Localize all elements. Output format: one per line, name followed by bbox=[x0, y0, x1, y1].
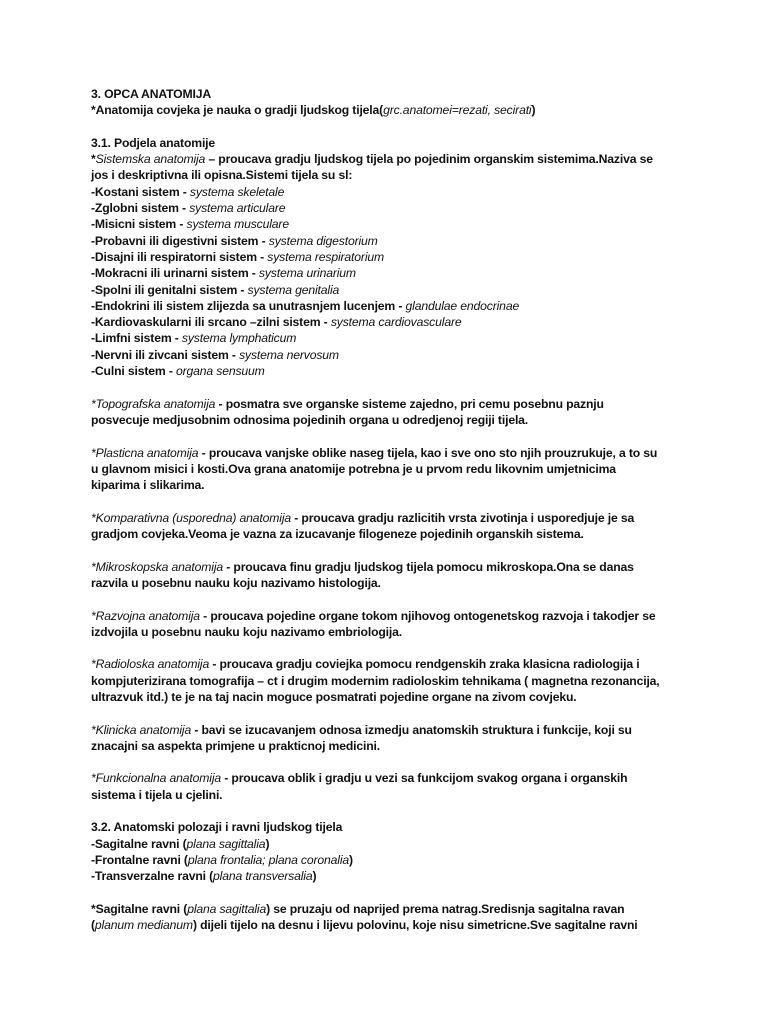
plane-latin: plana transversalia bbox=[213, 869, 313, 884]
radioloska-line3: ultrazvuk itd.) te je na taj nacin moguce posmatrati pojedine organe na zivom covjeku. bbox=[91, 689, 577, 704]
systems-list bbox=[91, 184, 728, 380]
system-latin: systema respiratorium bbox=[267, 249, 385, 264]
plane-end: ) bbox=[349, 852, 353, 867]
sistemska-line2: jos i deskriptivna ili opisna.Sistemi tijela su sl: bbox=[91, 168, 353, 183]
plasticna-term: *Plasticna anatomija bbox=[91, 445, 199, 460]
topografska-line2: posvecuje medjusobnim odnosima pojedinih organa u odredjenoj regiji tijela. bbox=[91, 412, 529, 427]
sistemska-star: * bbox=[91, 152, 96, 167]
komparativna-line2: gradjom covjeka.Veoma je vazna za izucavanje filogeneze pojedinih organskih sistema. bbox=[91, 527, 584, 542]
section-heading-3-2: 3.2. Anatomski polozaji i ravni ljudskog tijela bbox=[91, 820, 343, 835]
intro-latin: grc.anatomei=rezati, secirati bbox=[383, 103, 532, 118]
plasticna-line3: kiparima i slikarima. bbox=[91, 478, 205, 493]
system-name: -Nervni ili zivcani sistem bbox=[91, 347, 229, 362]
topografska-paragraph bbox=[91, 396, 728, 429]
intro-text: *Anatomija covjeka je nauka o gradji ljudskog tijela( bbox=[91, 103, 384, 118]
komparativna-line1: - proucava gradju razlicitih vrsta zivotinja i usporedjuje je sa bbox=[291, 510, 635, 525]
sagitalne-c-latin: planum medianum bbox=[94, 918, 193, 933]
system-name: -Disajni ili respiratorni sistem bbox=[91, 249, 257, 264]
topografska-term: *Topografska anatomija bbox=[91, 396, 216, 411]
mikroskopska-line1: - proucava finu gradju ljudskog tijela pomocu mikroskopa.Ona se danas bbox=[223, 559, 634, 574]
system-sep: - bbox=[179, 184, 190, 199]
system-sep: - bbox=[178, 201, 190, 216]
system-latin: systema cardiovasculare bbox=[330, 315, 462, 330]
system-item bbox=[91, 265, 728, 281]
komparativna-paragraph bbox=[91, 510, 728, 543]
sistemska-line1: – proucava gradju ljudskog tijela po pojedinim organskim sistemima.Naziva se bbox=[205, 152, 653, 167]
system-latin: organa sensuum bbox=[175, 364, 265, 379]
intro-end: ) bbox=[531, 103, 536, 118]
razvojna-line1: - proucava pojedine organe tokom njihovog ontogenetskog razvoja i takodjer se bbox=[199, 608, 656, 623]
plane-end: ) bbox=[265, 836, 270, 851]
plasticna-paragraph bbox=[91, 445, 728, 494]
system-item bbox=[91, 233, 728, 249]
system-latin: systema genitalia bbox=[247, 282, 340, 297]
mikroskopska-line2: razvila u posebnu nauku koju nazivamo histologija. bbox=[91, 575, 381, 590]
razvojna-line2: izdvojila u posebnu nauku koju nazivamo embriologija. bbox=[91, 624, 403, 639]
system-name: -Culni sistem bbox=[91, 364, 166, 379]
radioloska-line1: - proucava gradju coviejka pomocu rendgenskih zraka klasicna radiologija i bbox=[209, 657, 640, 672]
system-name: -Probavni ili digestivni sistem bbox=[91, 233, 259, 248]
system-name: -Spolni ili genitalni sistem bbox=[91, 282, 238, 297]
system-latin: systema urinarium bbox=[258, 266, 356, 281]
razvojna-paragraph bbox=[91, 608, 728, 641]
system-item bbox=[91, 216, 728, 232]
system-sep: - bbox=[171, 331, 182, 346]
section-heading-3-1: 3.1. Podjela anatomije bbox=[91, 135, 216, 150]
system-sep: - bbox=[395, 298, 406, 313]
system-item bbox=[91, 330, 728, 346]
planes-list bbox=[91, 836, 728, 885]
system-name: -Zglobni sistem bbox=[91, 201, 179, 216]
intro-paragraph bbox=[91, 102, 728, 118]
system-item bbox=[91, 298, 728, 314]
system-sep: - bbox=[256, 249, 268, 264]
system-latin: glandulae endocrinae bbox=[405, 298, 520, 313]
funkcionalna-line1: - proucava oblik i gradju u vezi sa funkcijom svakog organa i organskih bbox=[221, 771, 628, 786]
plane-end: ) bbox=[312, 869, 317, 884]
plane-name: -Sagitalne ravni ( bbox=[91, 836, 187, 851]
system-latin: systema lymphaticum bbox=[181, 331, 297, 346]
plane-latin: plana frontalia; plana coronalia bbox=[187, 852, 350, 867]
system-sep: - bbox=[228, 347, 240, 362]
sagitalne-b: ) se pruzaju od naprijed prema natrag.Sredisnja sagitalna ravan bbox=[266, 901, 625, 916]
system-name: -Limfni sistem bbox=[91, 331, 172, 346]
plane-latin: plana sagittalia bbox=[186, 836, 266, 851]
system-latin: systema musculare bbox=[186, 217, 289, 232]
plane-item bbox=[91, 868, 728, 884]
system-sep: - bbox=[258, 233, 269, 248]
system-name: -Endokrini ili sistem zlijezda sa unutrasnjem lucenjem bbox=[91, 298, 396, 313]
section-heading-3: 3. OPCA ANATOMIJA bbox=[91, 87, 212, 101]
plasticna-line1: - proucava vanjske oblike naseg tijela, kao i sve ono sto njih prouzrukuje, a to su bbox=[198, 445, 658, 460]
system-item bbox=[91, 200, 728, 216]
klinicka-line1: - bavi se izucavanjem odnosa izmedju anatomskih struktura i funkcije, koji su bbox=[191, 722, 632, 737]
system-item bbox=[91, 363, 728, 379]
system-sep: - bbox=[237, 282, 248, 297]
plane-item bbox=[91, 836, 728, 852]
mikroskopska-term: *Mikroskopska anatomija bbox=[91, 559, 224, 574]
klinicka-line2: znacajni sa aspekta primjene u prakticnoj medicini. bbox=[91, 738, 381, 753]
radioloska-line2: kompjuterizirana tomografija – ct i drugim modernim radioloskim tehnikama ( magnetna rezonancija, bbox=[91, 673, 660, 688]
topografska-line1: - posmatra sve organske sisteme zajedno, pri cemu posebnu paznju bbox=[215, 396, 604, 411]
radioloska-paragraph bbox=[91, 656, 728, 705]
sagitalne-c: ( bbox=[91, 918, 95, 933]
system-item bbox=[91, 184, 728, 200]
system-latin: systema digestorium bbox=[268, 233, 378, 248]
system-latin: systema nervosum bbox=[239, 347, 339, 362]
plane-name: -Frontalne ravni ( bbox=[91, 852, 188, 867]
klinicka-term: *Klinicka anatomija bbox=[91, 722, 192, 737]
plane-item bbox=[91, 852, 728, 868]
plane-name: -Transverzalne ravni ( bbox=[91, 869, 214, 884]
mikroskopska-paragraph bbox=[91, 559, 728, 592]
system-name: -Misicni sistem bbox=[91, 217, 177, 232]
system-name: -Kardiovaskularni ili srcano –zilni sistem bbox=[91, 315, 321, 330]
system-item bbox=[91, 347, 728, 363]
sagitalne-a-latin: plana sagittalia bbox=[187, 901, 267, 916]
system-latin: systema articulare bbox=[189, 201, 286, 216]
system-name: -Mokracni ili urinarni sistem bbox=[91, 266, 249, 281]
funkcionalna-line2: sistema i tijela u cjelini. bbox=[91, 787, 223, 802]
plasticna-line2: u glavnom misici i kosti.Ova grana anatomije potrebna je u prvom redu likovnim umjetnicima bbox=[91, 461, 616, 476]
system-sep: - bbox=[320, 315, 331, 330]
system-item bbox=[91, 314, 728, 330]
funkcionalna-paragraph bbox=[91, 770, 728, 803]
komparativna-term: *Komparativna (usporedna) anatomija bbox=[91, 510, 292, 525]
funkcionalna-term: *Funkcionalna anatomija bbox=[91, 771, 222, 786]
sagitalne-paragraph bbox=[91, 901, 728, 934]
system-item bbox=[91, 249, 728, 265]
sagitalne-d: ) dijeli tijelo na desnu i lijevu polovinu, koje nisu simetricne.Sve sagitalne ravni bbox=[192, 918, 638, 933]
klinicka-paragraph bbox=[91, 722, 728, 755]
sistemska-term: Sistemska anatomija bbox=[95, 152, 206, 167]
system-item bbox=[91, 282, 728, 298]
system-name: -Kostani sistem bbox=[91, 184, 180, 199]
sagitalne-a: *Sagitalne ravni ( bbox=[91, 901, 188, 916]
system-sep: - bbox=[176, 217, 187, 232]
system-sep: - bbox=[165, 364, 176, 379]
system-latin: systema skeletale bbox=[189, 184, 285, 199]
razvojna-term: *Razvojna anatomija bbox=[91, 608, 200, 623]
sistemska-paragraph bbox=[91, 151, 728, 184]
radioloska-term: *Radioloska anatomija bbox=[91, 657, 210, 672]
system-sep: - bbox=[248, 266, 259, 281]
